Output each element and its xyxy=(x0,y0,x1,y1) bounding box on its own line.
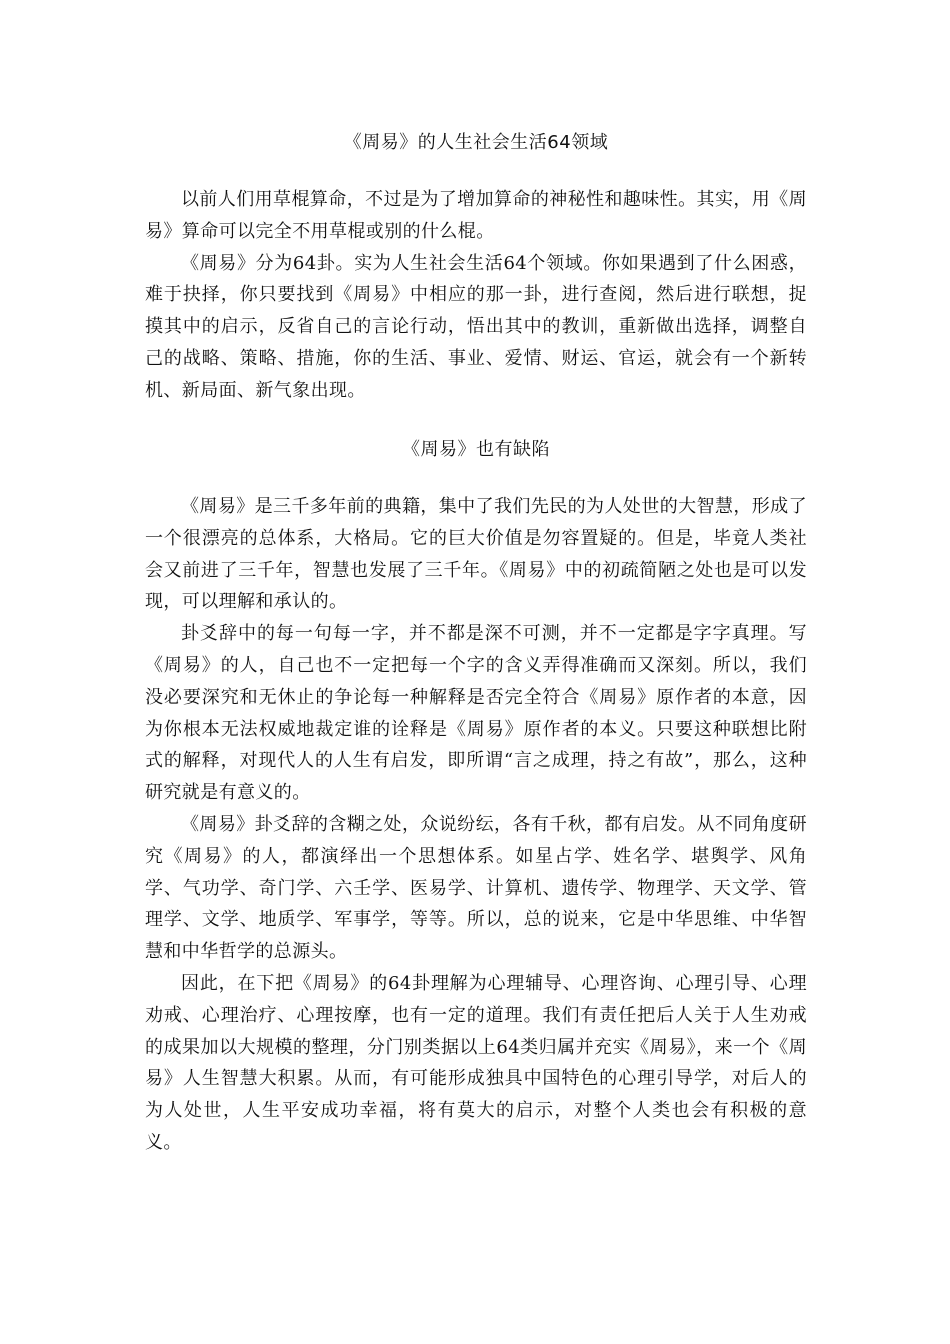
paragraph: 《周易》分为64卦。实为人生社会生活64个领域。你如果遇到了什么困惑，难于抉择，你只要找到《周易》中相应的那一卦，进行查阅，然后进行联想，捉摸其中的启示，反省自己的言论行动，悟出其中的教训，重新做出选择，调整自己的战略、策略、措施，你的生活、事业、爱情、财运、官运，就会有一个新转机、新局面、新气象出现。 xyxy=(145,252,807,401)
section-heading: 《周易》也有缺陷 xyxy=(402,439,550,460)
paragraph: 《周易》卦爻辞的含糊之处，众说纷纭，各有千秋，都有启发。从不同角度研究《周易》的人，都演绎出一个思想体系。如星占学、姓名学、堪舆学、风角学、气功学、奇门学、六壬学、医易学、计算机、遗传学、物理学、天文学、管理学、文学、地质学、军事学，等等。所以，总的说来，它是中华思维、中华智慧和中华哲学的总源头。 xyxy=(145,813,807,963)
paragraph: 卦爻辞中的每一句每一字，并不都是深不可测，并不一定都是字字真理。写《周易》的人，自己也不一定把每一个字的含义弄得准确而又深刻。所以，我们没必要深究和无休止的争论每一种解释是否完全符合《周易》原作者的本意，因为你根本无法权威地裁定谁的诠释是《周易》原作者的本义。只要这种联想比附式的解释，对现代人的人生有启发，即所谓“言之成理，持之有故”，那么，这种研究就是有意义的。 xyxy=(145,623,807,804)
section-life-domains xyxy=(145,130,807,407)
paragraph: 以前人们用草棍算命，不过是为了增加算命的神秘性和趣味性。其实，用《周易》算命可以完全不用草棍或别的什么棍。 xyxy=(145,189,807,242)
paragraph: 因此，在下把《周易》的64卦理解为心理辅导、心理咨询、心理引导、心理劝戒、心理治疗、心理按摩，也有一定的道理。我们有责任把后人关于人生劝戒的成果加以大规模的整理，分门别类据以上64类归属并充实《周易》，来一个《周易》人生智慧大积累。从而，有可能形成独具中国特色的心理引导学，对后人的为人处世，人生平安成功幸福，将有莫大的启示，对整个人类也会有积极的意义。 xyxy=(145,972,807,1153)
section-heading: 《周易》的人生社会生活64领域 xyxy=(343,132,609,153)
paragraph: 《周易》是三千多年前的典籍，集中了我们先民的为人处世的大智慧，形成了一个很漂亮的总体系，大格局。它的巨大价值是勿容置疑的。但是，毕竟人类社会又前进了三千年，智慧也发展了三千年。《周易》中的初疏简陋之处也是可以发现，可以理解和承认的。 xyxy=(145,496,807,613)
section-shortcomings xyxy=(145,437,807,1159)
